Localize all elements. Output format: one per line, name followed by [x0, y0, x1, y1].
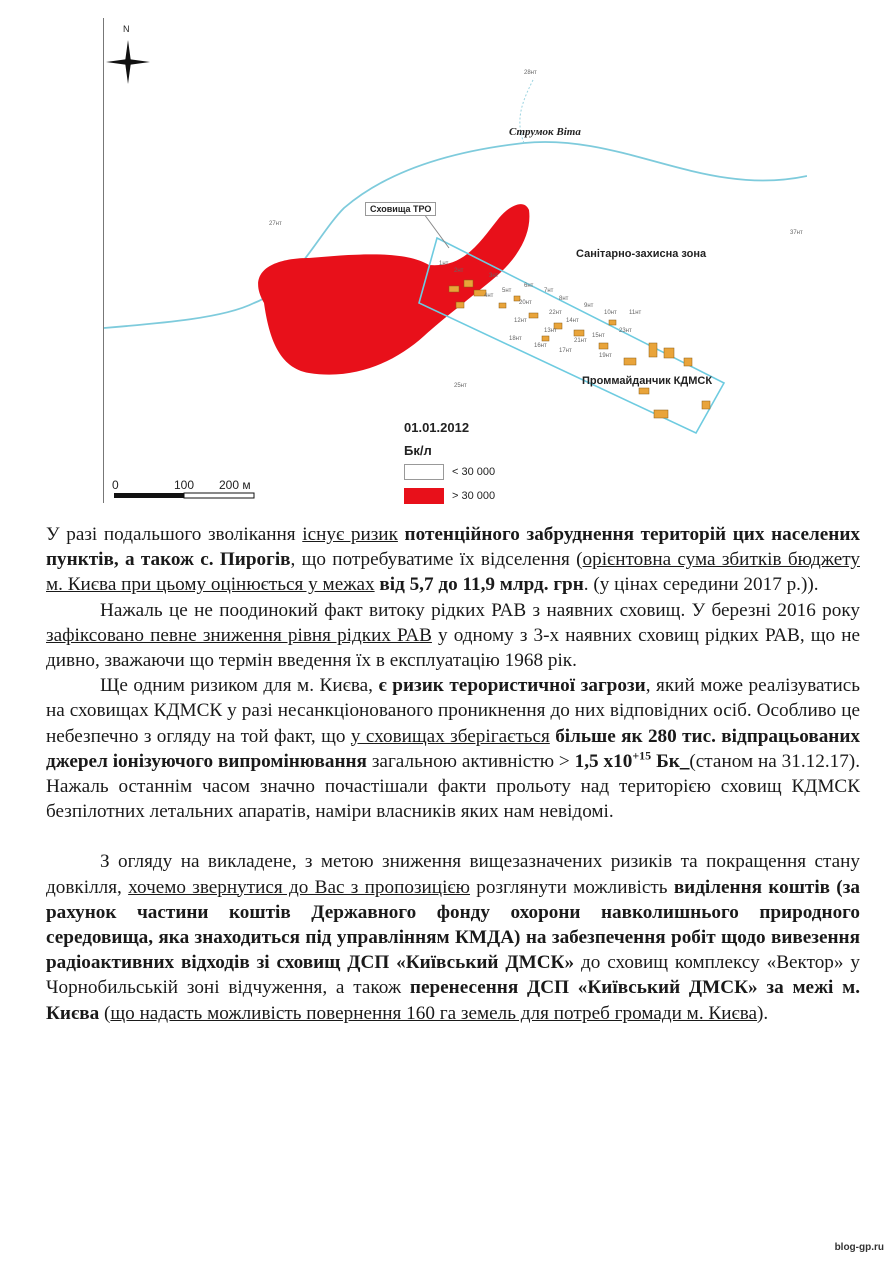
well-label: 21нт: [574, 338, 587, 344]
p3-bold: є ризик терористичної загрози: [378, 675, 646, 697]
p4-text: З огляду на викладене, з метою зниження вищезазначених ризиків та покращення стану довкілля,: [46, 851, 860, 898]
p3-text-4: (станом на 31.12.17). Нажаль останнім часом значно почастішали факти прольоту над територією сховищ КДМСК безпілотних летальних апаратів, наміри власників яких нам невідомі.: [46, 750, 860, 823]
well-label: 13нт: [544, 328, 557, 334]
p1-bold-2: від 5,7 до 11,9 млрд. грн: [379, 574, 584, 596]
well-label: 10нт: [604, 310, 617, 316]
well-label: 8нт: [559, 296, 569, 302]
scale-bar: [114, 493, 254, 498]
p4-paren: (: [99, 1002, 111, 1024]
contamination-map: [103, 18, 807, 503]
well-label: 11нт: [629, 310, 642, 316]
p4-text-3: до сховищ комплексу «Вектор» у Чорнобильській зоні відчуження, а також: [46, 952, 860, 999]
legend-item-high: [404, 488, 495, 504]
p1-underline: існує ризик: [302, 524, 398, 545]
p3-bold-activity: 1,5 х10: [574, 750, 633, 772]
scale-tick-100: 100: [174, 478, 195, 492]
well-label: 20нт: [519, 300, 532, 306]
p2-underline: зафіксовано певне зниження рівня рідких РАВ: [46, 624, 432, 646]
p1-underline-2: орієнтовна сума збитків бюджету м. Києва при цьому оцінюється у межах: [46, 549, 860, 596]
well-label: 3нт: [489, 273, 499, 279]
paragraph-1: [46, 522, 860, 598]
p3-underline: у сховищах зберігається: [350, 725, 550, 747]
p1-space: [398, 524, 405, 545]
well-label: 19нт: [599, 353, 612, 359]
legend-unit: Бк/л: [404, 443, 432, 458]
well-label: 22нт: [549, 310, 562, 316]
p4-bold: виділення коштів (за рахунок частини коштів Державного фонду охорони навколишнього природного середовища, яка знаходиться під управлінням КМДА) на забезпечення робіт щодо вивезення радіоактивних відходів зі сховищ ДСП «Київський ДМСК»: [46, 876, 861, 974]
scale-tick-200: 200 м: [219, 478, 251, 492]
well-label: 16нт: [534, 343, 547, 349]
legend-swatch-high: [404, 488, 444, 504]
p4-end: ).: [757, 1002, 769, 1024]
p1-bold: потенційного забруднення територій цих населених пунктів, а також с. Пирогів: [46, 524, 860, 571]
well-label: 28нт: [524, 70, 537, 76]
well-label: 27нт: [269, 221, 282, 227]
well-label: 4нт: [484, 293, 494, 299]
well-label: 7нт: [544, 288, 554, 294]
legend-swatch-low: [404, 464, 444, 480]
p3-text-2: , який може реалізуватись на сховищах КДМСК у разі несанкціонованого проникнення до них відповідних осіб. Особливо це небезпечно з огляду на той факт, що: [46, 675, 860, 747]
p4-text-2: розглянути можливість: [469, 876, 674, 898]
well-label: 15нт: [592, 333, 605, 339]
p4-underline: хочемо звернутися до Вас з пропозицією: [128, 876, 470, 898]
p3-bold-2: більше як 280 тис. відпрацьованих джерел іонізуючого випромінювання: [46, 725, 861, 772]
legend-label-low: < 30 000: [452, 466, 496, 478]
p3-underscore: _: [679, 750, 690, 772]
p1-text-2: , що потребуватиме їх відселення (: [290, 549, 583, 571]
p3-text: Ще одним ризиком для м. Києва,: [100, 675, 379, 697]
well-label: 18нт: [509, 336, 522, 342]
scale-tick-0: 0: [112, 478, 119, 492]
p4-underline-2: що надасть можливість повернення 160 га земель для потреб громади м. Києва: [110, 1002, 758, 1024]
north-arrow-icon: [106, 40, 150, 84]
well-label: 14нт: [566, 318, 579, 324]
well-label: 25нт: [454, 383, 467, 389]
well-label: 23нт: [619, 328, 632, 334]
north-label: N: [123, 24, 130, 34]
well-label: 17нт: [559, 348, 572, 354]
storage-label: Сховища ТРО: [365, 202, 436, 216]
well-label: 9нт: [584, 303, 594, 309]
p3-bold-unit: Бк: [651, 750, 680, 772]
paragraph-4: [46, 849, 860, 1025]
p4-bold-2: перенесення ДСП «Київський ДМСК» за межі м. Києва: [46, 977, 860, 1024]
well-label: 5нт: [502, 288, 512, 294]
well-label: 6нт: [524, 283, 534, 289]
p3-exponent: +15: [632, 748, 652, 763]
legend-item-low: [404, 464, 495, 480]
p2-text: Нажаль це не поодинокий факт витоку рідких РАВ з наявних сховищ. У березні 2016 року: [100, 599, 860, 621]
letter-body: [46, 522, 860, 1026]
well-label: 1нт: [439, 261, 449, 267]
watermark: blog-gp.ru: [834, 1242, 884, 1253]
facility-buildings: [449, 280, 713, 418]
site-label: Проммайданчик КДМСК: [582, 375, 713, 387]
contamination-plume: [258, 204, 529, 375]
sanitary-zone-label: Санітарно-захисна зона: [576, 248, 707, 260]
well-label: 12нт: [514, 318, 527, 324]
well-label: 37нт: [790, 230, 803, 236]
p2-text-2: у одному з 3-х наявних сховищ рідких РАВ, що не дивно, зважаючи що термін введення їх в експлуатацію 1968 рік.: [46, 624, 860, 672]
well-label: 2нт: [454, 268, 464, 274]
legend-label-high: > 30 000: [452, 490, 496, 502]
p1-text: У разі подальшого зволікання: [46, 524, 303, 545]
p1-text-3: . (у цінах середини 2017 р.)).: [583, 574, 819, 596]
stream-label: Струмок Віта: [509, 126, 581, 138]
paragraph-3: [46, 673, 860, 824]
legend-date: 01.01.2012: [404, 420, 470, 435]
storage-pointer: [424, 214, 449, 248]
p3-text-3: загальною активністю >: [366, 750, 575, 772]
paragraph-2: [46, 598, 860, 674]
